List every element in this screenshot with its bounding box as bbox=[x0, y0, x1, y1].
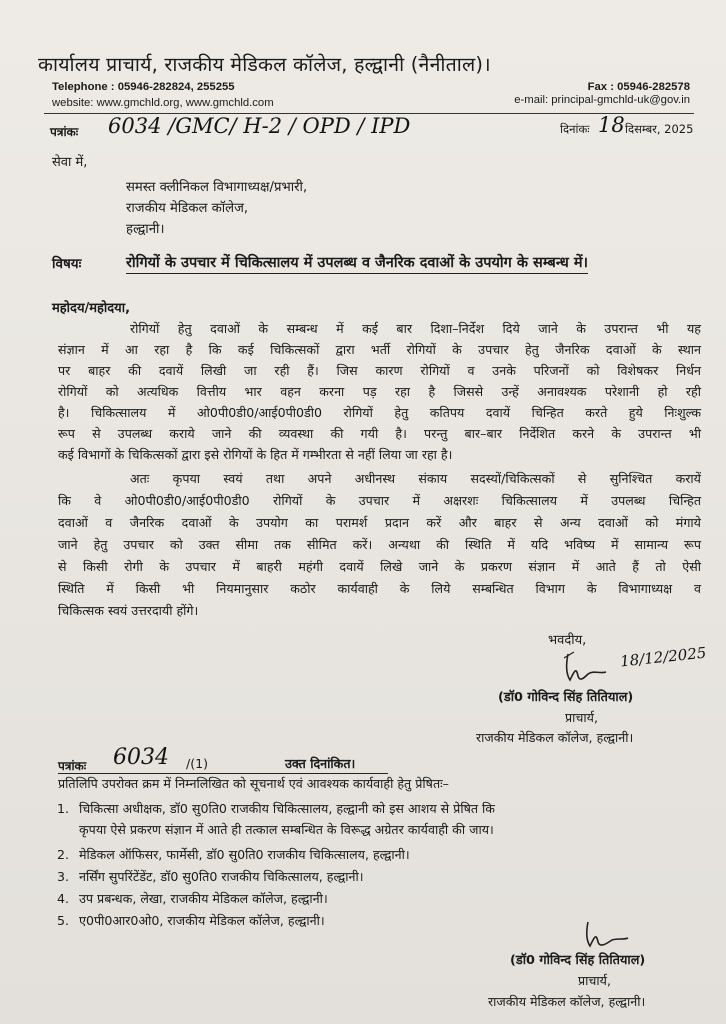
signatory-name-2: (डॉ0 गोविन्द सिंह तितियाल) bbox=[510, 953, 646, 968]
address-line-1: समस्त क्लीनिकल विभागाध्यक्ष/प्रभारी, bbox=[126, 180, 308, 195]
signature-mark-2 bbox=[578, 918, 638, 952]
list-text: नर्सिंग सुपरिंटेंडेंट, डॉ0 सु0ति0 राजकीय चिकित्सालय, हल्द्वानी। bbox=[79, 869, 364, 884]
list-number: 4. bbox=[57, 891, 70, 906]
signatory-name: (डॉ0 गोविन्द सिंह तितियाल) bbox=[498, 690, 634, 705]
copy-dated: उक्त दिनांकित। bbox=[285, 756, 356, 771]
list-text: चिकित्सा अधीक्षक, डॉ0 सु0ति0 राजकीय चिकित्सालय, हल्द्वानी को इस आशय से प्रेषित कि bbox=[79, 801, 495, 816]
salutation: सेवा में, bbox=[52, 155, 88, 170]
ref-label: पत्रांकः bbox=[50, 125, 79, 139]
list-number: 2. bbox=[57, 847, 70, 862]
para2-line: दवाओं व जैनरिक दवाओं के उपयोग का परामर्श प्रदान करें और बाहर से अन्य दवाओं को मंगाये bbox=[58, 515, 701, 530]
telephone: Telephone : 05946-282824, 255255 bbox=[52, 81, 235, 93]
signatory-office-2: राजकीय मेडिकल कॉलेज, हल्द्वानी। bbox=[488, 994, 646, 1009]
date-day: 18 bbox=[598, 113, 625, 137]
para1-line: संज्ञान में आ रहा है कि कई चिकित्सकों द्वारा भर्ती रोगियों के उपचार हेतु जैनरिक दवाओं के स्थान bbox=[58, 342, 701, 357]
para1-line: रोगियों हेतु दवाओं के सम्बन्ध में कई बार दिशा–निर्देश दिये जाने के उपरान्त भी यह bbox=[130, 321, 701, 336]
greeting: महोदय/महोदया, bbox=[52, 301, 131, 316]
para2-line: चिकित्सक स्वयं उत्तरदायी होंगे। bbox=[58, 603, 199, 618]
signatory-office: राजकीय मेडिकल कॉलेज, हल्द्वानी। bbox=[476, 730, 634, 745]
ref-number: 6034 /GMC/ H-2 / OPD / IPD bbox=[108, 114, 411, 138]
copy-ref-rule bbox=[58, 773, 388, 774]
para1-line: रूप से उपलब्ध कराये जाने की व्यवस्था की गयी है। परन्तु बार–बार निर्देशित करने के उपरान्त भी bbox=[58, 426, 701, 441]
address-line-3: हल्द्वानी। bbox=[126, 222, 165, 237]
subject-text: रोगियों के उपचार में चिकित्सालय में उपलब्ध व जैनरिक दवाओं के उपयोग के सम्बन्ध में। bbox=[126, 252, 588, 274]
email: e-mail: principal-gmchld-uk@gov.in bbox=[514, 94, 690, 106]
copy-intro: प्रतिलिपि उपरोक्त क्रम में निम्नलिखित को सूचनार्थ एवं आवश्यक कार्यवाही हेतु प्रेषितः– bbox=[58, 776, 449, 791]
list-number: 5. bbox=[57, 913, 70, 928]
list-item bbox=[57, 846, 410, 863]
address-line-2: राजकीय मेडिकल कॉलेज, bbox=[126, 201, 249, 216]
date-label: दिनांकः bbox=[560, 122, 590, 136]
letterhead-title: कार्यालय प्राचार्य, राजकीय मेडिकल कॉलेज, हल्द्वानी (नैनीताल)। bbox=[38, 53, 491, 76]
handwritten-date: 18/12/2025 bbox=[619, 643, 708, 671]
signatory-designation-2: प्राचार्य, bbox=[578, 973, 611, 988]
list-item bbox=[57, 800, 495, 817]
list-item bbox=[57, 912, 325, 929]
list-number: 1. bbox=[57, 801, 70, 816]
list-text: ए0पी0आर0ओ0, राजकीय मेडिकल कॉलेज, हल्द्वानी। bbox=[79, 913, 325, 928]
list-item-continuation: कृपया ऐसे प्रकरण संज्ञान में आते ही तत्काल सम्बन्धित के विरूद्ध अग्रेतर कार्यवाही की जाय। bbox=[79, 822, 494, 837]
list-item bbox=[57, 868, 364, 885]
para1-line: रोगियों को अत्यधिक वित्तीय भार वहन करना पड़ रहा है जिससे उन्हें अनावश्यक परेशानी हो रही bbox=[58, 384, 701, 399]
list-number: 3. bbox=[57, 869, 70, 884]
signatory-designation: प्राचार्य, bbox=[565, 710, 598, 725]
subject-label: विषयः bbox=[52, 256, 82, 272]
para2-line: अतः कृपया स्वयं तथा अपने अधीनस्थ संकाय सदस्यों/चिकित्सकों से सुनिश्चित करायें bbox=[130, 471, 701, 486]
website: website: www.gmchld.org, www.gmchld.com bbox=[52, 97, 274, 109]
para1-line: पर बाहर की दवायें लिखी जा रही हैं। जिस कारण रोगियों व उनके परिजनों को विशेषकर निर्धन bbox=[58, 363, 701, 378]
para2-line: स्थिति में किसी भी नियमानुसार कठोर कार्यवाही के लिये सम्बन्धित विभाग के विभागाध्यक्ष व bbox=[58, 581, 701, 596]
date-month-year: दिसम्बर, 2025 bbox=[625, 122, 694, 136]
para1-line: कई विभागों के चिकित्सकों द्वारा इसे रोगियों के हित में गम्भीरता से नहीं लिया जा रहा है। bbox=[58, 447, 453, 462]
para1-line: है। चिकित्सालय में ओ0पी0डी0/आई0पी0डी0 रोगियों हेतु कतिपय दवायें चिन्हित करते हुये निःशुल्क bbox=[58, 405, 701, 420]
para2-line: जाने हेतु उपचार को उक्त सीमा तक सीमित करें। अन्यथा की स्थिति में यदि भविष्य में सामान्य रूप bbox=[58, 537, 701, 552]
list-text: उप प्रबन्धक, लेखा, राजकीय मेडिकल कॉलेज, हल्द्वानी। bbox=[79, 891, 328, 906]
copy-ref-label: पत्रांकः bbox=[58, 759, 87, 773]
fax: Fax : 05946-282578 bbox=[587, 81, 690, 93]
para2-line: से किसी रोगी के उपचार में बाहरी महंगी दवायें लिखे जाने के प्रकरण संज्ञान में आते हैं तो ऐसी bbox=[58, 559, 701, 574]
list-text: मेडिकल ऑफिसर, फार्मेसी, डॉ0 सु0ति0 राजकीय चिकित्सालय, हल्द्वानी। bbox=[79, 847, 410, 862]
list-item bbox=[57, 890, 328, 907]
closing: भवदीय, bbox=[548, 633, 587, 648]
copy-ref-suffix: /(1) bbox=[186, 756, 209, 771]
copy-ref-number: 6034 bbox=[113, 745, 169, 770]
para2-line: कि वे ओ0पी0डी0/आई0पी0डी0 रोगियों के उपचार में अक्षरशः चिकित्सालय में उपलब्ध चिन्हित bbox=[58, 493, 701, 508]
